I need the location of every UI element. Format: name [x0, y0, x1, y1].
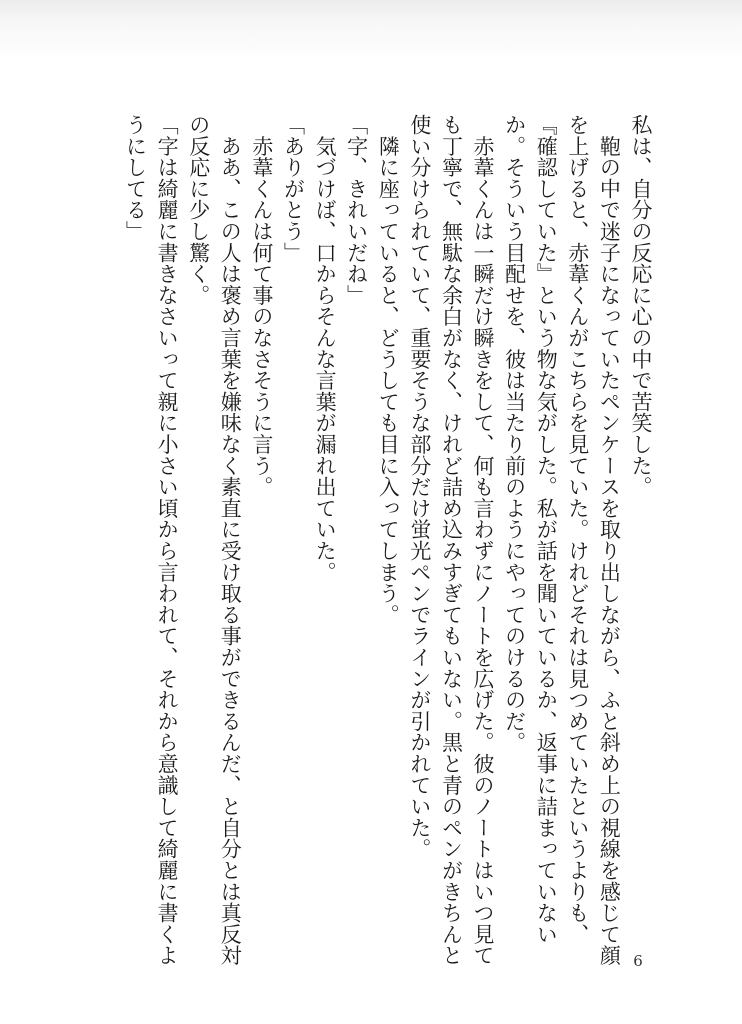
- page-number: 6: [633, 952, 643, 970]
- paragraph-4: 隣に座っていると、どうしても目に入ってしまう。: [376, 114, 401, 626]
- paragraph-7: 「ありがとう」: [281, 114, 306, 264]
- paragraph-9: ああ、この人は褒め言葉を嫌味なく素直に受け取る事ができるんだ、と自分とは真反対の反応に少し驚く。: [186, 114, 243, 966]
- paragraph-1: 私は、自分の反応に心の中で苦笑した。: [629, 114, 653, 498]
- paragraph-3: 赤葦くんは一瞬だけ瞬きをして、何も言わずにノートを広げた。彼のノートはいつ見ても丁寧で、無駄な余白がなく、けれど詰め込みすぎてもいない。黒と青のペンがきちんと使い分けられていて、重要そうな部分だけ蛍光ペンでラインが引かれていた。: [407, 114, 496, 966]
- paragraph-5: 「字、きれいだね」: [344, 114, 369, 306]
- paragraph-10: 「字は綺麗に書きなさいって親に小さい頃から言われて、それから意識して綺麗に書くようにしてる」: [123, 114, 180, 966]
- vertical-body-text: [90, 114, 656, 974]
- paragraph-8: 赤葦くんは何て事のなさそうに言う。: [249, 114, 274, 498]
- paragraph-2: 鞄の中で迷子になっていたペンケースを取り出しながら、ふと斜め上の視線を感じて顔を上げると、赤葦くんがこちらを見ていた。けれどそれは見つめていたというよりも、『確認していた』という物な気がした。私が話を聞いているか、返事に詰まっていないか。そういう目配せを、彼は当たり前のようにやってのけるのだ。: [502, 114, 622, 966]
- paragraph-6: 気づけば、口からそんな言葉が漏れ出ていた。: [313, 114, 338, 583]
